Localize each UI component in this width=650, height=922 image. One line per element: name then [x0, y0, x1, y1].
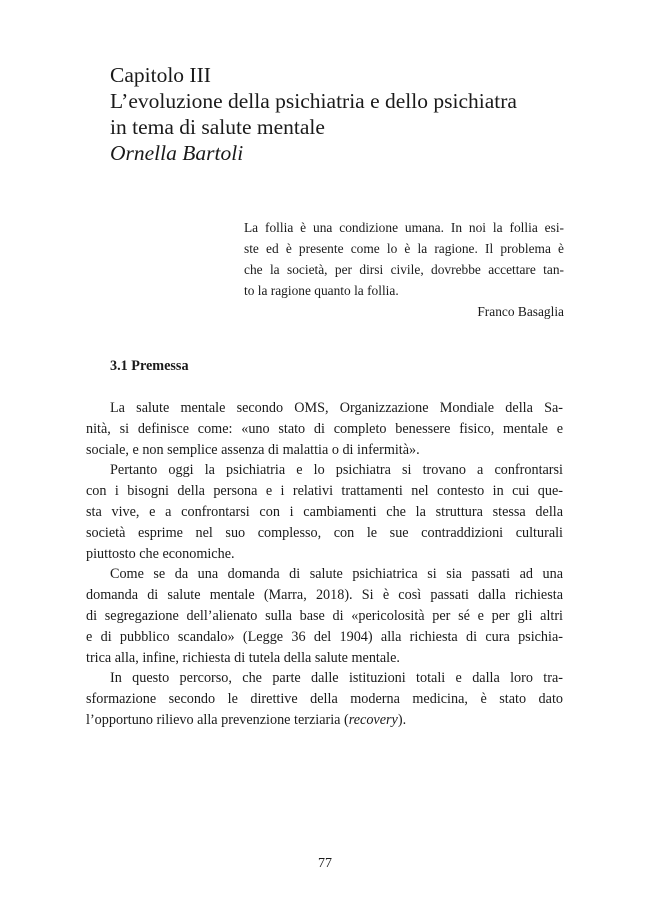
- epigraph: [244, 217, 564, 322]
- chapter-author: Ornella Bartoli: [110, 141, 244, 165]
- paragraph-line: sformazione secondo le direttive della moderna medicina, è stato dato: [86, 691, 563, 708]
- final-line-prefix: l’opportuno rilievo alla prevenzione terziaria (: [86, 711, 349, 728]
- paragraph-line: e di pubblico scandalo» (Legge 36 del 1904) alla richiesta di cura psichia-: [86, 628, 563, 645]
- paragraph-line: piuttosto che economiche.: [86, 545, 235, 562]
- epigraph-line: ste ed è presente come lo è la ragione. Il problema è: [244, 241, 564, 256]
- epigraph-attribution: Franco Basaglia: [477, 304, 564, 319]
- paragraph-line: nità, si definisce come: «uno stato di completo benessere fisico, mentale e: [86, 420, 563, 437]
- page-number: 77: [318, 856, 332, 871]
- chapter-number: Capitolo III: [110, 63, 211, 87]
- paragraph-line: domanda di salute mentale (Marra, 2018). Si è così passati dalla richiesta: [86, 587, 563, 604]
- chapter-title-line-2: in tema di salute mentale: [110, 115, 325, 139]
- body-text: [86, 398, 563, 731]
- section-heading: 3.1 Premessa: [110, 358, 189, 374]
- final-line-suffix: ).: [397, 711, 407, 728]
- epigraph-line: che la società, per dirsi civile, dovrebbe accettare tan-: [244, 262, 564, 277]
- paragraph-line-final: [86, 710, 563, 731]
- chapter-title-line-1: L’evoluzione della psichiatria e dello psichiatra: [110, 89, 517, 113]
- recovery-term: recovery: [348, 711, 398, 728]
- paragraph-line: La salute mentale secondo OMS, Organizzazione Mondiale della Sa-: [110, 400, 563, 416]
- paragraph-line: sta vive, e a confrontarsi con i cambiamenti che la struttura stessa della: [86, 503, 563, 520]
- paragraph-line: società esprime nel suo complesso, con le sue contraddizioni culturali: [86, 524, 563, 541]
- paragraph-line: sociale, e non semplice assenza di malattia o di infermità».: [86, 441, 420, 458]
- paragraph-line: con i bisogni della persona e i relativi trattamenti nel contesto in cui que-: [86, 483, 563, 500]
- paragraph-line: Come se da una domanda di salute psichiatrica si sia passati ad una: [110, 566, 563, 583]
- epigraph-line: La follia è una condizione umana. In noi la follia esi-: [244, 220, 564, 235]
- paragraph-line: trica alla, infine, richiesta di tutela della salute mentale.: [86, 649, 400, 666]
- epigraph-line: to la ragione quanto la follia.: [244, 283, 399, 298]
- paragraph-line: Pertanto oggi la psichiatria e lo psichiatra si trovano a confrontarsi: [110, 462, 563, 479]
- paragraph-line: di segregazione dell’alienato sulla base di «pericolosità per sé e per gli altri: [86, 607, 563, 624]
- chapter-header: [110, 62, 590, 166]
- paragraph-line: In questo percorso, che parte dalle istituzioni totali e dalla loro tra-: [110, 670, 563, 687]
